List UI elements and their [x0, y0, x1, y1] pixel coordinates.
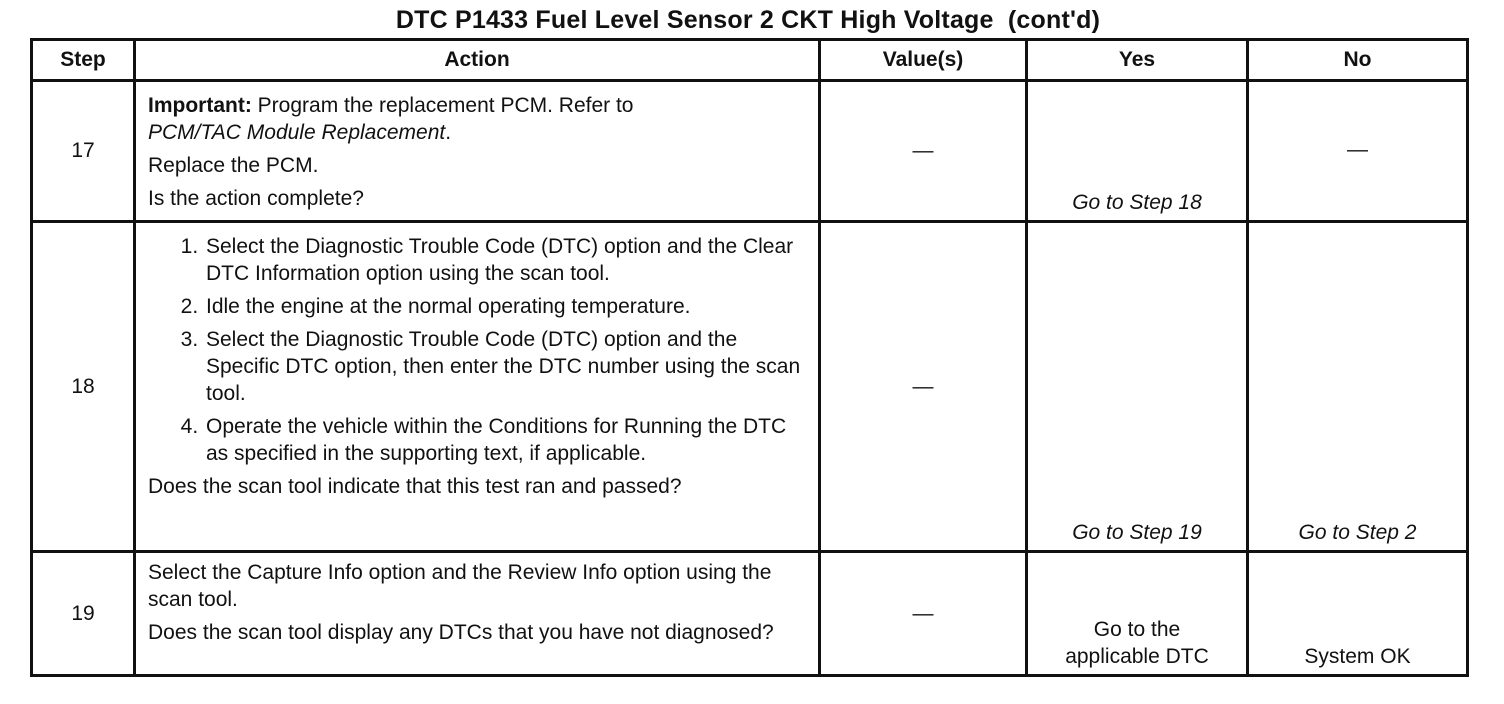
step-number: 17	[32, 81, 135, 222]
list-item: 1. Select the Diagnostic Trouble Code (DTC) option and the Clear DTC Information option using the scan tool.	[204, 233, 808, 287]
question-text: Is the action complete?	[148, 187, 364, 210]
instruction-text: Select the Capture Info option and the Review Info option using the scan tool.	[148, 561, 772, 611]
list-item: 3. Select the Diagnostic Trouble Code (DTC) option and the Specific DTC option, then enter the DTC number using the scan tool.	[204, 326, 808, 407]
no-cell: Go to Step 2	[1248, 222, 1468, 552]
table-row-step-19	[32, 552, 1468, 676]
step-number: 19	[32, 552, 135, 676]
procedure-list	[148, 233, 808, 467]
header-no: No	[1248, 40, 1468, 81]
yes-cell: Go to Step 18	[1027, 81, 1248, 222]
value-cell: —	[820, 222, 1027, 552]
value-cell: —	[820, 552, 1027, 676]
no-cell: System OK	[1248, 552, 1468, 676]
important-text: Program the replacement PCM. Refer to	[251, 94, 634, 117]
header-values: Value(s)	[820, 40, 1027, 81]
action-cell	[135, 222, 820, 552]
instruction-text: Replace the PCM.	[148, 154, 319, 177]
question-text: Does the scan tool indicate that this test ran and passed?	[148, 475, 682, 498]
list-item: 2. Idle the engine at the normal operating temperature.	[204, 293, 808, 320]
reference-link: PCM/TAC Module Replacement	[148, 121, 446, 144]
yes-text: Go to the applicable DTC	[1065, 618, 1209, 668]
yes-cell: Go to Step 19	[1027, 222, 1248, 552]
action-cell	[135, 81, 820, 222]
header-yes: Yes	[1027, 40, 1248, 81]
yes-cell	[1027, 552, 1248, 676]
table-header-row	[32, 40, 1468, 81]
question-text: Does the scan tool display any DTCs that you have not diagnosed?	[148, 621, 774, 644]
page-title: DTC P1433 Fuel Level Sensor 2 CKT High Voltage (cont'd)	[395, 6, 1101, 34]
diagnostic-table	[30, 38, 1469, 677]
important-label: Important:	[148, 94, 252, 117]
table-row-step-18	[32, 222, 1468, 552]
header-step: Step	[32, 40, 135, 81]
list-item: 4. Operate the vehicle within the Conditions for Running the DTC as specified in the supporting text, if applicable.	[204, 413, 808, 467]
action-cell	[135, 552, 820, 676]
reference-end: .	[445, 121, 452, 144]
header-action: Action	[135, 40, 820, 81]
step-number: 18	[32, 222, 135, 552]
no-cell: —	[1248, 81, 1468, 222]
table-row-step-17	[32, 81, 1468, 222]
important-note	[148, 92, 808, 146]
value-cell: —	[820, 81, 1027, 222]
